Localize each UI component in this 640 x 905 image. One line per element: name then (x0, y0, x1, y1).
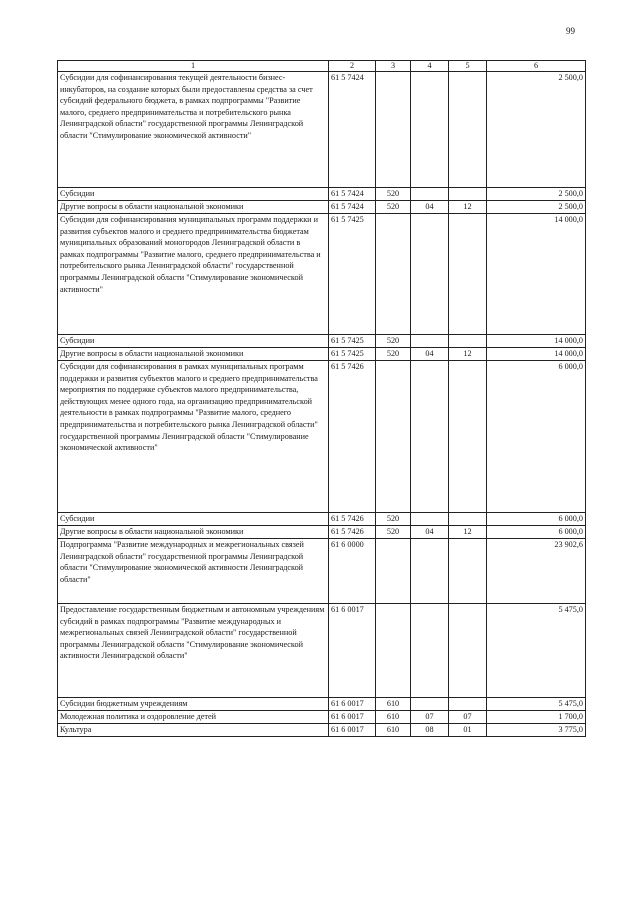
row-section: 04 (411, 201, 449, 214)
row-amount: 2 500,0 (487, 201, 586, 214)
row-section (411, 335, 449, 348)
row-target-code: 61 5 7426 (329, 526, 376, 539)
header-cell: 6 (487, 61, 586, 72)
row-amount: 2 500,0 (487, 72, 586, 188)
row-expense-type: 520 (376, 348, 411, 361)
table-row (58, 348, 586, 361)
row-target-code: 61 6 0017 (329, 711, 376, 724)
row-amount: 23 902,6 (487, 539, 586, 604)
row-expense-type: 610 (376, 724, 411, 737)
row-subsection (449, 214, 487, 335)
row-section: 04 (411, 526, 449, 539)
row-description: Субсидии бюджетным учреждениям (58, 698, 329, 711)
row-description: Предоставление государственным бюджетным и автономным учреждениям субсидий в рамках подпрограммы "Развитие международных и межрегиональных связей Ленинградской области" государственной программы Ленинградской области "Стимулирование экономической активности Ленинградской области" (58, 604, 329, 698)
row-amount: 3 775,0 (487, 724, 586, 737)
row-subsection: 12 (449, 201, 487, 214)
row-section (411, 361, 449, 513)
row-target-code: 61 5 7426 (329, 361, 376, 513)
row-section (411, 604, 449, 698)
row-amount: 5 475,0 (487, 604, 586, 698)
row-section: 07 (411, 711, 449, 724)
table-row (58, 604, 586, 698)
row-subsection: 12 (449, 526, 487, 539)
row-amount: 14 000,0 (487, 214, 586, 335)
row-amount: 1 700,0 (487, 711, 586, 724)
row-target-code: 61 5 7425 (329, 335, 376, 348)
row-subsection: 07 (449, 711, 487, 724)
row-target-code: 61 6 0017 (329, 724, 376, 737)
header-cell: 5 (449, 61, 487, 72)
row-description: Другие вопросы в области национальной экономики (58, 526, 329, 539)
row-expense-type: 520 (376, 188, 411, 201)
row-target-code: 61 5 7424 (329, 188, 376, 201)
table-row (58, 201, 586, 214)
table-row (58, 711, 586, 724)
table-row (58, 698, 586, 711)
row-description: Субсидии (58, 513, 329, 526)
row-description: Субсидии (58, 188, 329, 201)
row-subsection (449, 72, 487, 188)
table-row (58, 72, 586, 188)
row-expense-type (376, 604, 411, 698)
table-row (58, 513, 586, 526)
row-section (411, 698, 449, 711)
table-row (58, 526, 586, 539)
row-amount: 6 000,0 (487, 526, 586, 539)
row-section: 04 (411, 348, 449, 361)
row-section (411, 214, 449, 335)
row-target-code: 61 6 0017 (329, 698, 376, 711)
table-row (58, 361, 586, 513)
page-number: 99 (566, 26, 575, 36)
row-section (411, 72, 449, 188)
row-target-code: 61 5 7425 (329, 348, 376, 361)
row-target-code: 61 5 7426 (329, 513, 376, 526)
table-row (58, 724, 586, 737)
table-row (58, 335, 586, 348)
row-description: Молодежная политика и оздоровление детей (58, 711, 329, 724)
row-target-code: 61 5 7425 (329, 214, 376, 335)
row-subsection (449, 539, 487, 604)
header-cell: 2 (329, 61, 376, 72)
row-subsection (449, 604, 487, 698)
header-cell: 3 (376, 61, 411, 72)
row-description: Культура (58, 724, 329, 737)
row-expense-type: 520 (376, 526, 411, 539)
row-description: Субсидии для софинансирования текущей деятельности бизнес-инкубаторов, на создание которых были предоставлены средства за счет субсидий федерального бюджета, в рамках подпрограммы "Развитие малого, среднего предпринимательства и потребительского рынка Ленинградской области" государственной программы Ленинградской области "Стимулирование экономической активности" (58, 72, 329, 188)
row-section (411, 539, 449, 604)
table-row (58, 214, 586, 335)
row-subsection: 12 (449, 348, 487, 361)
row-amount: 6 000,0 (487, 513, 586, 526)
row-subsection (449, 188, 487, 201)
row-amount: 5 475,0 (487, 698, 586, 711)
row-subsection (449, 361, 487, 513)
row-expense-type (376, 361, 411, 513)
row-expense-type: 520 (376, 335, 411, 348)
row-amount: 14 000,0 (487, 348, 586, 361)
row-target-code: 61 6 0017 (329, 604, 376, 698)
row-subsection: 01 (449, 724, 487, 737)
row-description: Подпрограмма "Развитие международных и межрегиональных связей Ленинградской области" государственной программы Ленинградской области "Стимулирование экономической активности Ленинградской области" (58, 539, 329, 604)
row-amount: 6 000,0 (487, 361, 586, 513)
row-target-code: 61 6 0000 (329, 539, 376, 604)
budget-table (57, 60, 586, 737)
row-section (411, 513, 449, 526)
row-expense-type: 610 (376, 698, 411, 711)
row-expense-type (376, 539, 411, 604)
row-target-code: 61 5 7424 (329, 201, 376, 214)
row-description: Другие вопросы в области национальной экономики (58, 348, 329, 361)
row-section (411, 188, 449, 201)
header-row (58, 61, 586, 72)
row-expense-type: 610 (376, 711, 411, 724)
table-row (58, 188, 586, 201)
row-subsection (449, 335, 487, 348)
row-description: Субсидии (58, 335, 329, 348)
header-cell: 4 (411, 61, 449, 72)
table-row (58, 539, 586, 604)
row-description: Субсидии для софинансирования муниципальных программ поддержки и развития субъектов малого и среднего предпринимательства бюджетам муниципальных образований моногородов Ленинградской области в рамках подпрограммы "Развитие малого, среднего предпринимательства и потребительского рынка Ленинградской области" государственной программы Ленинградской области "Стимулирование экономической активности" (58, 214, 329, 335)
row-expense-type (376, 214, 411, 335)
row-expense-type (376, 72, 411, 188)
row-section: 08 (411, 724, 449, 737)
row-amount: 14 000,0 (487, 335, 586, 348)
row-expense-type: 520 (376, 201, 411, 214)
row-expense-type: 520 (376, 513, 411, 526)
row-target-code: 61 5 7424 (329, 72, 376, 188)
row-subsection (449, 698, 487, 711)
row-subsection (449, 513, 487, 526)
row-description: Другие вопросы в области национальной экономики (58, 201, 329, 214)
header-cell: 1 (58, 61, 329, 72)
row-amount: 2 500,0 (487, 188, 586, 201)
row-description: Субсидии для софинансирования в рамках муниципальных программ поддержки и развития субъектов малого и среднего предпринимательства мероприятия по поддержке субъектов малого предпринимательства, действующих менее одного года, на организацию предпринимательской деятельности в рамках подпрограммы "Развитие малого, среднего предпринимательства и потребительского рынка Ленинградской области" государственной программы Ленинградской области "Стимулирование экономической активности" (58, 361, 329, 513)
